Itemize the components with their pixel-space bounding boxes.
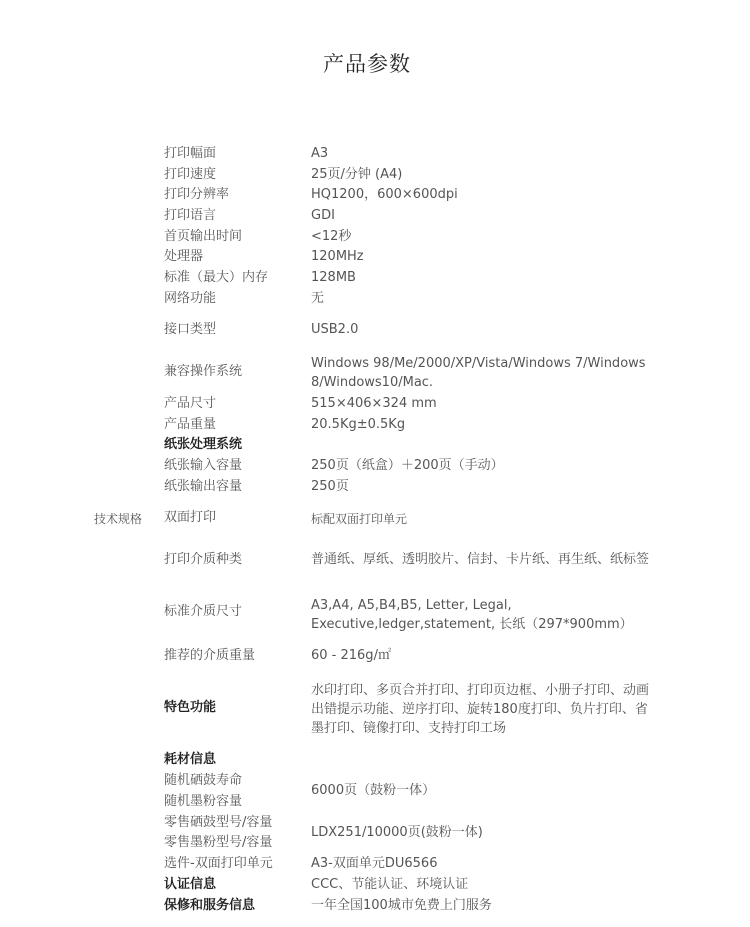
- spec-label: 打印速度: [164, 167, 217, 182]
- spec-value: LDX251/10000页(鼓粉一体): [311, 825, 483, 840]
- spec-label: 打印语言: [164, 208, 217, 223]
- spec-label: 零售墨粉型号/容量: [164, 835, 273, 850]
- spec-value: 20.5Kg±0.5Kg: [311, 417, 406, 432]
- spec-label: 标准介质尺寸: [164, 604, 243, 619]
- spec-label: 产品尺寸: [164, 396, 217, 411]
- spec-value: GDI: [311, 208, 335, 223]
- spec-value: A3,A4, A5,B4,B5, Letter, Legal, Executive,ledger,statement, 长纸（297*900mm）: [311, 598, 633, 632]
- spec-value: Windows 98/Me/2000/XP/Vista/Windows 7/Windows 8/Windows10/Mac.: [311, 356, 646, 390]
- spec-value: 250页（纸盒）＋200页（手动）: [311, 458, 504, 473]
- spec-label: 兼容操作系统: [164, 364, 243, 379]
- spec-value: 6000页（鼓粉一体）: [311, 783, 436, 798]
- section-label-tech-specs: 技术规格: [94, 512, 143, 526]
- spec-value: 25页/分钟 (A4): [311, 167, 403, 182]
- spec-value: 无: [311, 291, 325, 306]
- spec-group-heading: 认证信息: [164, 877, 217, 892]
- spec-value: A3-双面单元DU6566: [311, 856, 438, 871]
- spec-label: 零售硒鼓型号/容量: [164, 815, 273, 830]
- spec-group-heading: 特色功能: [164, 700, 217, 715]
- spec-value: 一年全国100城市免费上门服务: [311, 898, 492, 913]
- spec-value: 515×406×324 mm: [311, 396, 437, 411]
- spec-label: 纸张输入容量: [164, 458, 243, 473]
- spec-value: 普通纸、厚纸、透明胶片、信封、卡片纸、再生纸、纸标签: [311, 552, 650, 567]
- spec-value: 120MHz: [311, 249, 364, 264]
- spec-value: CCC、节能认证、环境认证: [311, 877, 469, 892]
- spec-group-heading: 耗材信息: [164, 752, 217, 767]
- spec-value: 250页: [311, 479, 349, 494]
- spec-value: <12秒: [311, 229, 352, 244]
- spec-value: 水印打印、多页合并打印、打印页边框、小册子打印、动画出错提示功能、逆序打印、旋转180度打印、负片打印、省墨打印、镜像打印、支持打印工场: [311, 683, 650, 736]
- spec-label: 打印幅面: [164, 146, 217, 161]
- spec-label: 选件-双面打印单元: [164, 856, 273, 871]
- spec-value: 标配双面打印单元: [311, 512, 408, 526]
- spec-label: 打印介质种类: [164, 552, 243, 567]
- spec-label: 处理器: [164, 249, 204, 264]
- spec-label: 接口类型: [164, 322, 217, 337]
- spec-label: 随机墨粉容量: [164, 794, 243, 809]
- spec-label: 产品重量: [164, 417, 217, 432]
- spec-label: 打印分辨率: [164, 187, 230, 202]
- spec-label: 首页输出时间: [164, 229, 243, 244]
- spec-label: 推荐的介质重量: [164, 648, 256, 663]
- spec-value: 60 - 216g/㎡: [311, 648, 391, 663]
- spec-value: 128MB: [311, 270, 356, 285]
- spec-value: USB2.0: [311, 322, 359, 337]
- spec-value: HQ1200，600×600dpi: [311, 187, 458, 202]
- spec-label: 网络功能: [164, 291, 217, 306]
- spec-label: 纸张输出容量: [164, 479, 243, 494]
- spec-group-heading: 保修和服务信息: [164, 898, 256, 913]
- spec-group-heading: 纸张处理系统: [164, 437, 243, 452]
- spec-value: A3: [311, 146, 329, 161]
- spec-label: 标准（最大）内存: [164, 270, 269, 285]
- page-title: 产品参数: [323, 52, 411, 76]
- spec-label: 双面打印: [164, 510, 217, 525]
- spec-label: 随机硒鼓寿命: [164, 773, 243, 788]
